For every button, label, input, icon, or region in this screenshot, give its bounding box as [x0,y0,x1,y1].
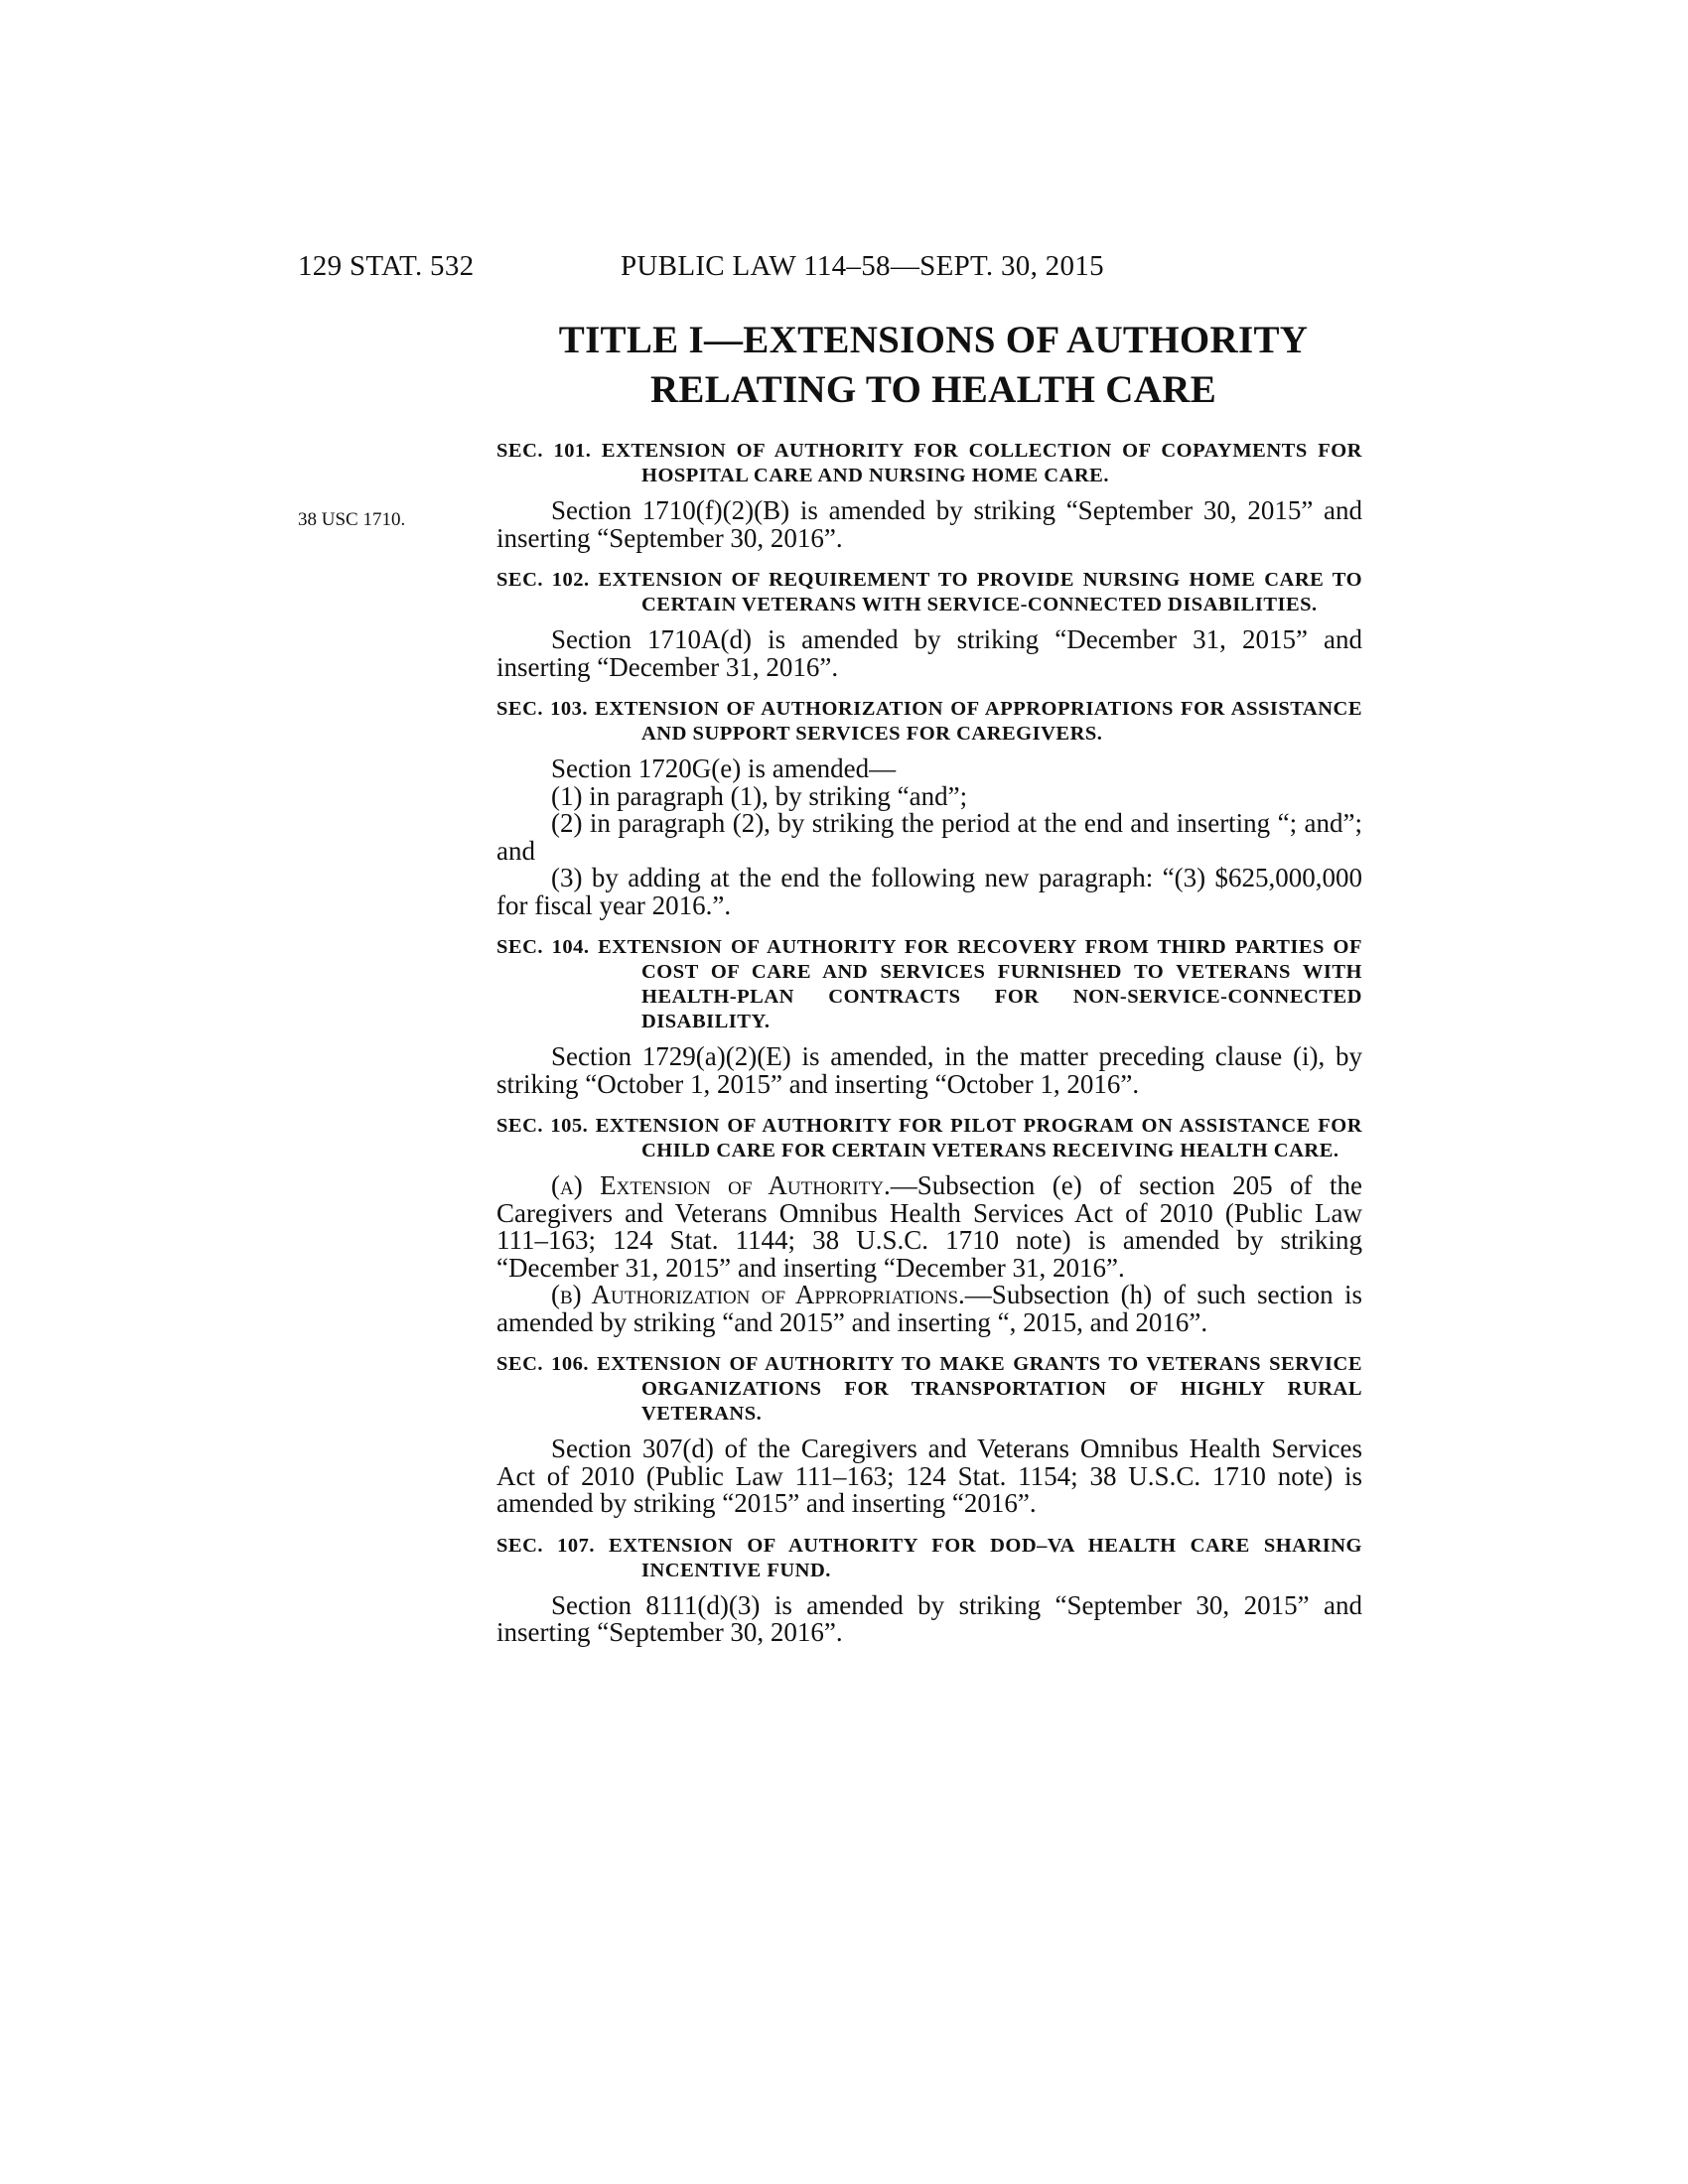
section-number: SEC. 104. [496,936,590,958]
section-104-heading [496,935,1362,1034]
section-105-heading [496,1114,1362,1163]
section-number: SEC. 105. [496,1115,589,1137]
section-title: EXTENSION OF AUTHORITY FOR PILOT PROGRAM ON ASSISTANCE FOR CHILD CARE FOR CERTAIN VETERANS RECEIVING HEALTH CARE. [595,1115,1362,1161]
section-107-heading [496,1534,1362,1583]
section-103-text: Section 1720G(e) is amended— [551,753,897,783]
subsection-b-label: (b) Authorization of Appropriations. [551,1280,965,1309]
section-105-subsection-a [496,1172,1362,1282]
section-title: EXTENSION OF AUTHORITY TO MAKE GRANTS TO VETERANS SERVICE ORGANIZATIONS FOR TRANSPORTATION OF HIGHLY RURAL VETERANS. [597,1353,1363,1425]
subsection-a-text: —Subsection (e) of section 205 of the Caregivers and Veterans Omnibus Health Services Act of 2010 (Public Law 111–163; 124 Stat. 1144; 38 U.S.C. 1710 note) is amended by striking “December 31, 2015” and inserting “December 31, 2016”. [496,1170,1362,1283]
section-101-heading [496,439,1362,488]
section-104-text: Section 1729(a)(2)(E) is amended, in the matter preceding clause (i), by striking “October 1, 2015” and inserting “October 1, 2016”. [496,1041,1362,1099]
section-number: SEC. 101. [496,440,592,462]
page-citation: 129 STAT. 532 [298,250,475,282]
section-103-item-2 [496,810,1362,865]
document-body [496,439,1362,1647]
section-106-text: Section 307(d) of the Caregivers and Veterans Omnibus Health Services Act of 2010 (Public Law 111–163; 124 Stat. 1154; 38 U.S.C. 1710 note) is amended by striking “2015” and inserting “2016”. [496,1433,1362,1518]
section-title: EXTENSION OF AUTHORITY FOR DOD–VA HEALTH CARE SHARING INCENTIVE FUND. [609,1534,1363,1581]
section-103-item-3: (3) by adding at the end the following new paragraph: “(3) $625,000,000 for fiscal year 2016.”. [496,863,1362,920]
section-number: SEC. 102. [496,569,590,591]
section-number: SEC. 107. [496,1534,595,1557]
item-2-text: (2) in paragraph (2), by striking the period at the end and inserting “; and”; and [496,808,1362,866]
section-title: EXTENSION OF REQUIREMENT TO PROVIDE NURSING HOME CARE TO CERTAIN VETERANS WITH SERVICE-CONNECTED DISABILITIES. [598,569,1363,615]
margin-note: 38 USC 1710. [298,509,406,530]
section-105-subsection-b [496,1282,1362,1336]
section-title: EXTENSION OF AUTHORITY FOR RECOVERY FROM THIRD PARTIES OF COST OF CARE AND SERVICES FURNISHED TO VETERANS WITH HEALTH-PLAN CONTRACTS FOR NON-SERVICE-CONNECTED DISABILITY. [598,936,1363,1032]
section-102-heading [496,568,1362,617]
section-title: EXTENSION OF AUTHORITY FOR COLLECTION OF COPAYMENTS FOR HOSPITAL CARE AND NURSING HOME CARE. [601,440,1362,486]
subsection-b-text: —Subsection (h) of such section is amended by striking “and 2015” and inserting “, 2015, and 2016”. [496,1280,1363,1337]
section-103-heading [496,697,1362,747]
section-103-item-1: (1) in paragraph (1), by striking “and”; [551,780,968,811]
section-106-heading [496,1352,1362,1427]
title-line-1: TITLE I—EXTENSIONS OF AUTHORITY [558,319,1309,361]
section-107-text: Section 8111(d)(3) is amended by striking “September 30, 2015” and inserting “September 30, 2016”. [496,1589,1362,1647]
title-line-2: RELATING TO HEALTH CARE [649,368,1217,411]
section-number: SEC. 106. [496,1353,589,1375]
section-title: EXTENSION OF AUTHORIZATION OF APPROPRIATIONS FOR ASSISTANCE AND SUPPORT SERVICES FOR CAREGIVERS. [595,698,1363,745]
law-citation: PUBLIC LAW 114–58—SEPT. 30, 2015 [621,250,1104,282]
title-heading [496,316,1370,415]
section-number: SEC. 103. [496,698,589,720]
section-102-text: Section 1710A(d) is amended by striking “December 31, 2015” and inserting “December 31, 2016”. [496,624,1362,682]
running-head [298,248,1390,284]
section-101-text: Section 1710(f)(2)(B) is amended by striking “September 30, 2015” and inserting “September 30, 2016”. [496,495,1362,553]
subsection-a-label: (a) Extension of Authority. [551,1170,891,1200]
